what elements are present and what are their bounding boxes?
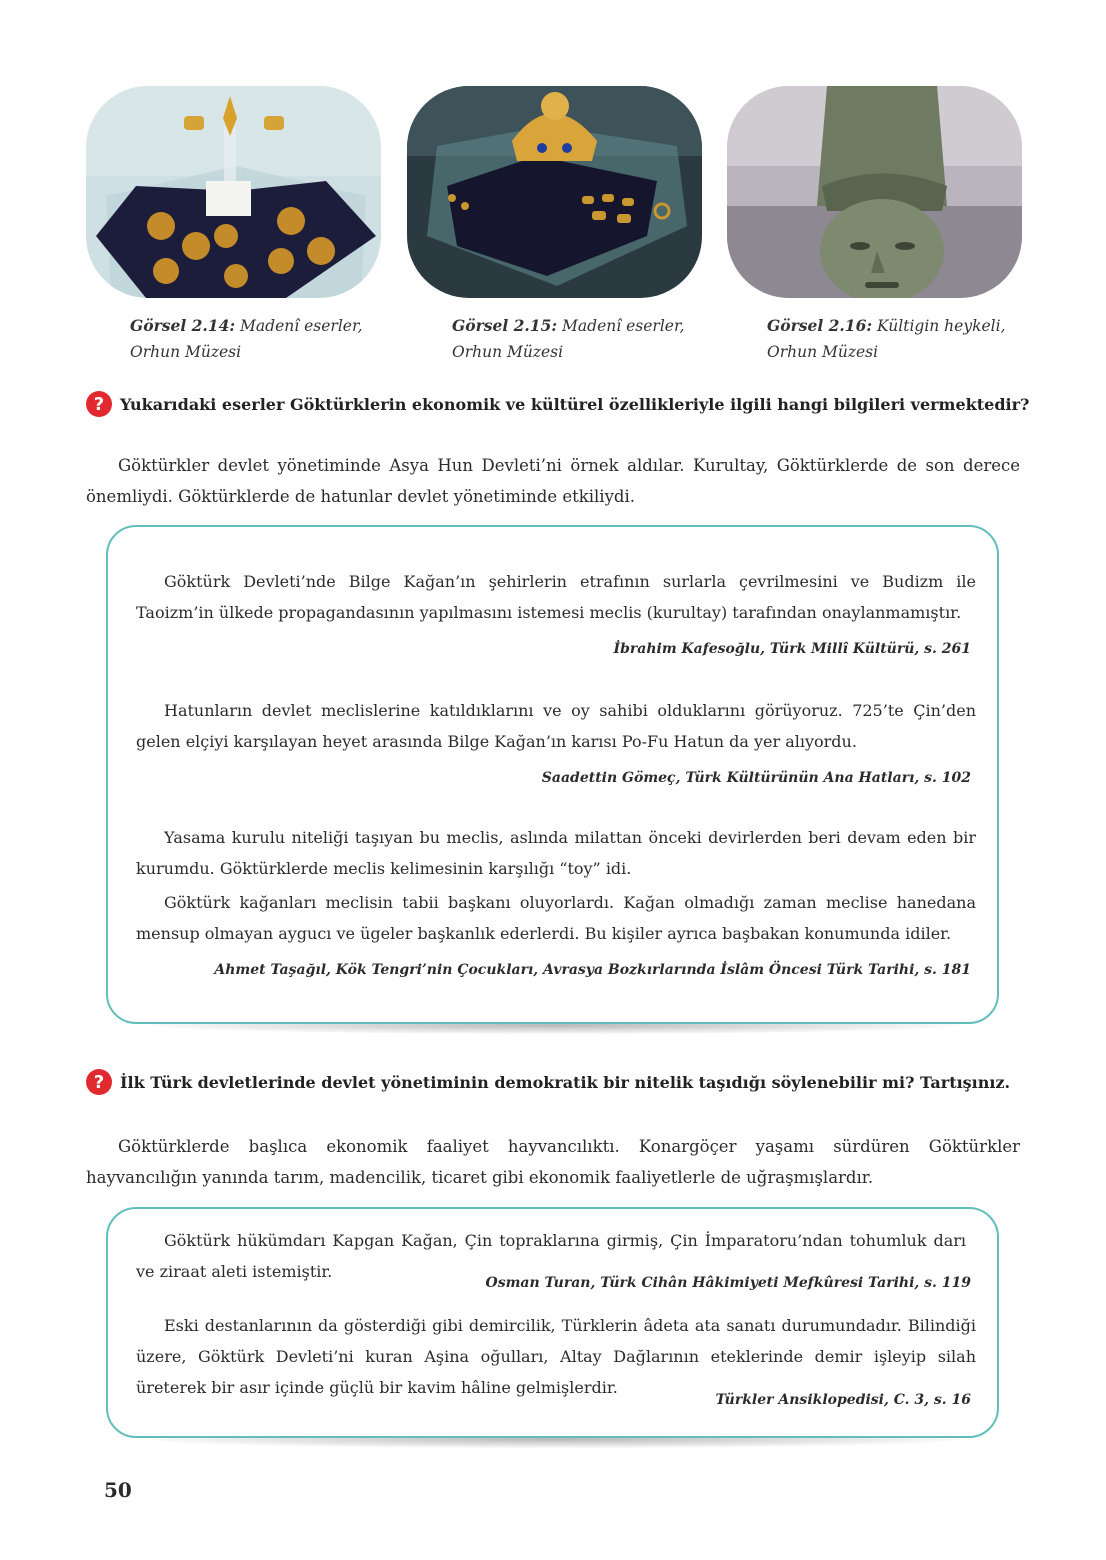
question-1-text: Yukarıdaki eserler Göktürklerin ekonomik ve kültürel özellikleriyle ilgili hangi bilgileri vermektedir? xyxy=(120,394,1030,414)
question-2-text: İlk Türk devletlerinde devlet yönetiminin demokratik bir nitelik taşıdığı söylenebilir mi? Tartışınız. xyxy=(120,1072,1011,1092)
question-1 xyxy=(86,391,1029,417)
quote-4-text: Göktürk kağanları meclisin tabii başkanı oluyorlardı. Kağan olmadığı zaman meclise hanedana mensup olmayan aygucı ve ügeler başkanlık ederlerdi. Bu kişiler ayrıca başbakan konumunda idiler. xyxy=(136,893,976,943)
figure-caption-2-14: Görsel 2.14: Madenî eserler, Orhun Müzesi xyxy=(130,316,363,361)
quote-6-text: Eski destanlarının da gösterdiği gibi demircilik, Türklerin âdeta ata sanatı durumundadır. Bilindiği üzere, Göktürk Devleti’ni kuran Aşina oğulları, Altay Dağlarının eteklerinde demir işleyip silah üreterek bir asır içinde güçlü bir kavim hâline gelmişlerdir. xyxy=(136,1316,976,1397)
paragraph-1: Göktürkler devlet yönetiminde Asya Hun Devleti’ni örnek aldılar. Kurultay, Göktürklerde de son derece önemliydi. Göktürklerde de hatunlar devlet yönetiminde etkiliydi. xyxy=(86,456,1020,506)
quote-5-source: Osman Turan, Türk Cihân Hâkimiyeti Mefkûresi Tarihi, s. 119 xyxy=(485,1275,971,1291)
quote-2-text: Hatunların devlet meclislerine katıldıklarını ve oy sahibi olduklarını görüyoruz. 725’te Çin’den gelen elçiyi karşılayan heyet arasında Bilge Kağan’ın karısı Po-Fu Hatun da yer alıyordu. xyxy=(136,701,976,751)
figure-caption-2-15: Görsel 2.15: Madenî eserler, Orhun Müzesi xyxy=(452,316,685,361)
quote-1-source: İbrahim Kafesoğlu, Türk Millî Kültürü, s. 261 xyxy=(613,641,971,657)
quote-3-source: Ahmet Taşağıl, Kök Tengri’nin Çocukları, Avrasya Bozkırlarında İslâm Öncesi Türk Tarihi, s. 181 xyxy=(214,962,971,978)
quote-6-source: Türkler Ansiklopedisi, C. 3, s. 16 xyxy=(715,1392,971,1408)
photo-kultigin-statue xyxy=(727,86,1022,298)
photo-metal-artifacts-2 xyxy=(407,86,702,298)
figure-caption-2-16: Görsel 2.16: Kültigin heykeli, Orhun Müzesi xyxy=(767,316,1006,361)
quote-3-text: Yasama kurulu niteliği taşıyan bu meclis, aslında milattan önceki devirlerden beri devam eden bir kurumdu. Göktürklerde meclis kelimesinin karşılığı “toy” idi. xyxy=(136,828,976,878)
quote-box-2 xyxy=(106,1207,999,1438)
question-2 xyxy=(86,1069,1010,1095)
quote-box-1 xyxy=(106,525,999,1024)
quote-5-text: Göktürk hükümdarı Kapgan Kağan, Çin topraklarına girmiş, Çin İmparatoru’ndan tohumluk darı ve ziraat aleti istemiştir. xyxy=(136,1231,966,1281)
question-mark-icon: ? xyxy=(86,1069,112,1095)
quote-1-text: Göktürk Devleti’nde Bilge Kağan’ın şehirlerin etrafının surlarla çevrilmesini ve Budizm ile Taoizm’in ülkede propagandasının yapılmasını istemesi meclis (kurultay) tarafından onaylanmamıştır. xyxy=(136,572,976,622)
page-number: 50 xyxy=(104,1478,132,1502)
photo-metal-artifacts-1 xyxy=(86,86,381,298)
paragraph-2: Göktürklerde başlıca ekonomik faaliyet hayvancılıktı. Konargöçer yaşamı sürdüren Göktürkler hayvancılığın yanında tarım, madencilik, ticaret gibi ekonomik faaliyetlerle de uğraşmışlardır. xyxy=(86,1137,1020,1187)
question-mark-icon: ? xyxy=(86,391,112,417)
quote-2-source: Saadettin Gömeç, Türk Kültürünün Ana Hatları, s. 102 xyxy=(541,770,971,786)
